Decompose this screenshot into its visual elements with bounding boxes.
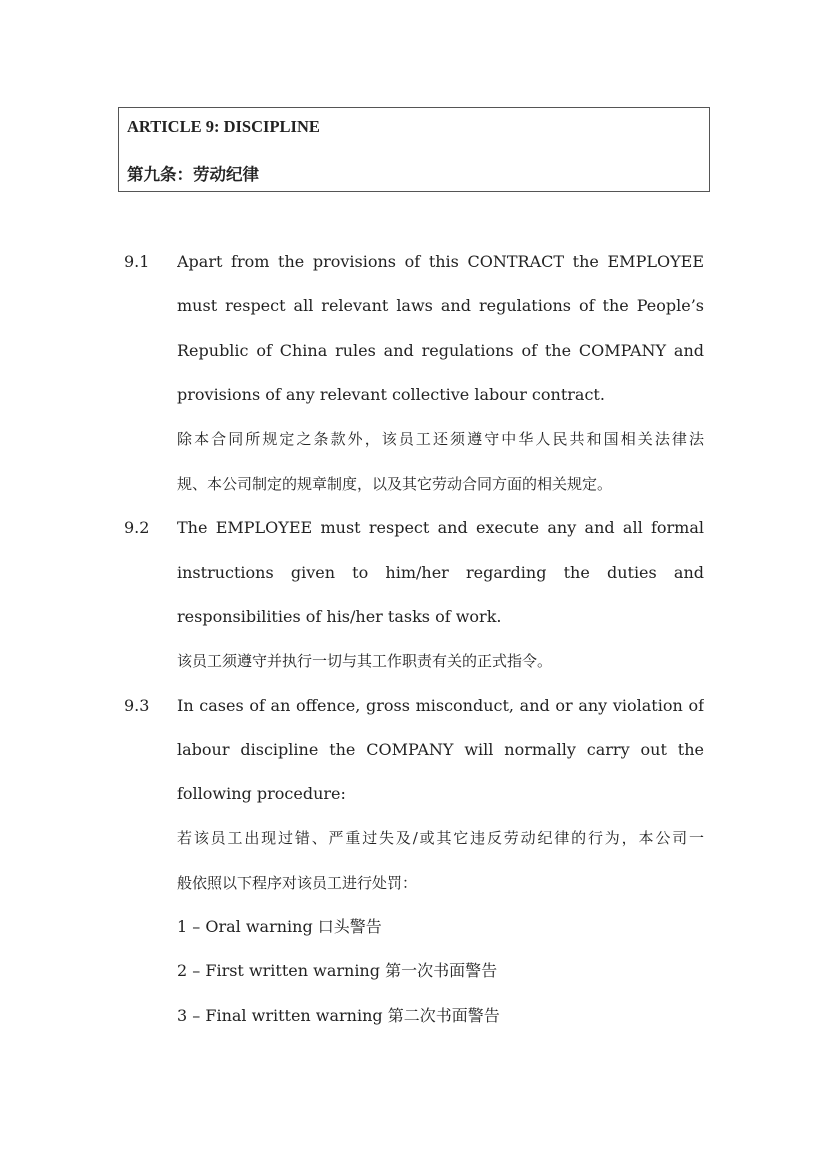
- article-title-cn: 第九条：劳动纪律: [127, 165, 259, 184]
- clause-line-cn: 般依照以下程序对该员工进行处罚：: [177, 874, 418, 892]
- clause-line: following procedure:: [177, 784, 346, 803]
- clause-line-cn: 规、本公司制定的规章制度，以及其它劳动合同方面的相关规定。: [177, 475, 613, 493]
- clause-line: In cases of an offence, gross misconduct, and or any violation of: [177, 696, 704, 715]
- clause-line-cn: 该员工须遵守并执行一切与其工作职责有关的正式指令。: [177, 652, 553, 670]
- clause-line: responsibilities of his/her tasks of work.: [177, 607, 502, 626]
- clause-number: 9.2: [124, 518, 150, 537]
- clause-line: labour discipline the COMPANY will normally carry out the: [177, 740, 704, 759]
- clause-line-cn: 除本合同所规定之条款外，该员工还须遵守中华人民共和国相关法律法: [177, 430, 704, 448]
- clause-line: The EMPLOYEE must respect and execute any and all formal: [177, 518, 704, 537]
- clause-line: must respect all relevant laws and regulations of the People’s: [177, 296, 704, 315]
- article-title-en: ARTICLE 9: DISCIPLINE: [127, 117, 320, 136]
- clause-line: Republic of China rules and regulations of the COMPANY and: [177, 341, 704, 360]
- procedure-step: 3 – Final written warning 第二次书面警告: [177, 1006, 500, 1025]
- procedure-step: 1 – Oral warning 口头警告: [177, 917, 382, 936]
- clause-line: provisions of any relevant collective labour contract.: [177, 385, 605, 404]
- clause-number: 9.3: [124, 696, 150, 715]
- procedure-step: 2 – First written warning 第一次书面警告: [177, 961, 498, 980]
- clause-line: instructions given to him/her regarding the duties and: [177, 563, 704, 582]
- clause-line: Apart from the provisions of this CONTRACT the EMPLOYEE: [177, 252, 704, 271]
- clause-line-cn: 若该员工出现过错、严重过失及/或其它违反劳动纪律的行为，本公司一: [177, 829, 704, 847]
- clause-number: 9.1: [124, 252, 150, 271]
